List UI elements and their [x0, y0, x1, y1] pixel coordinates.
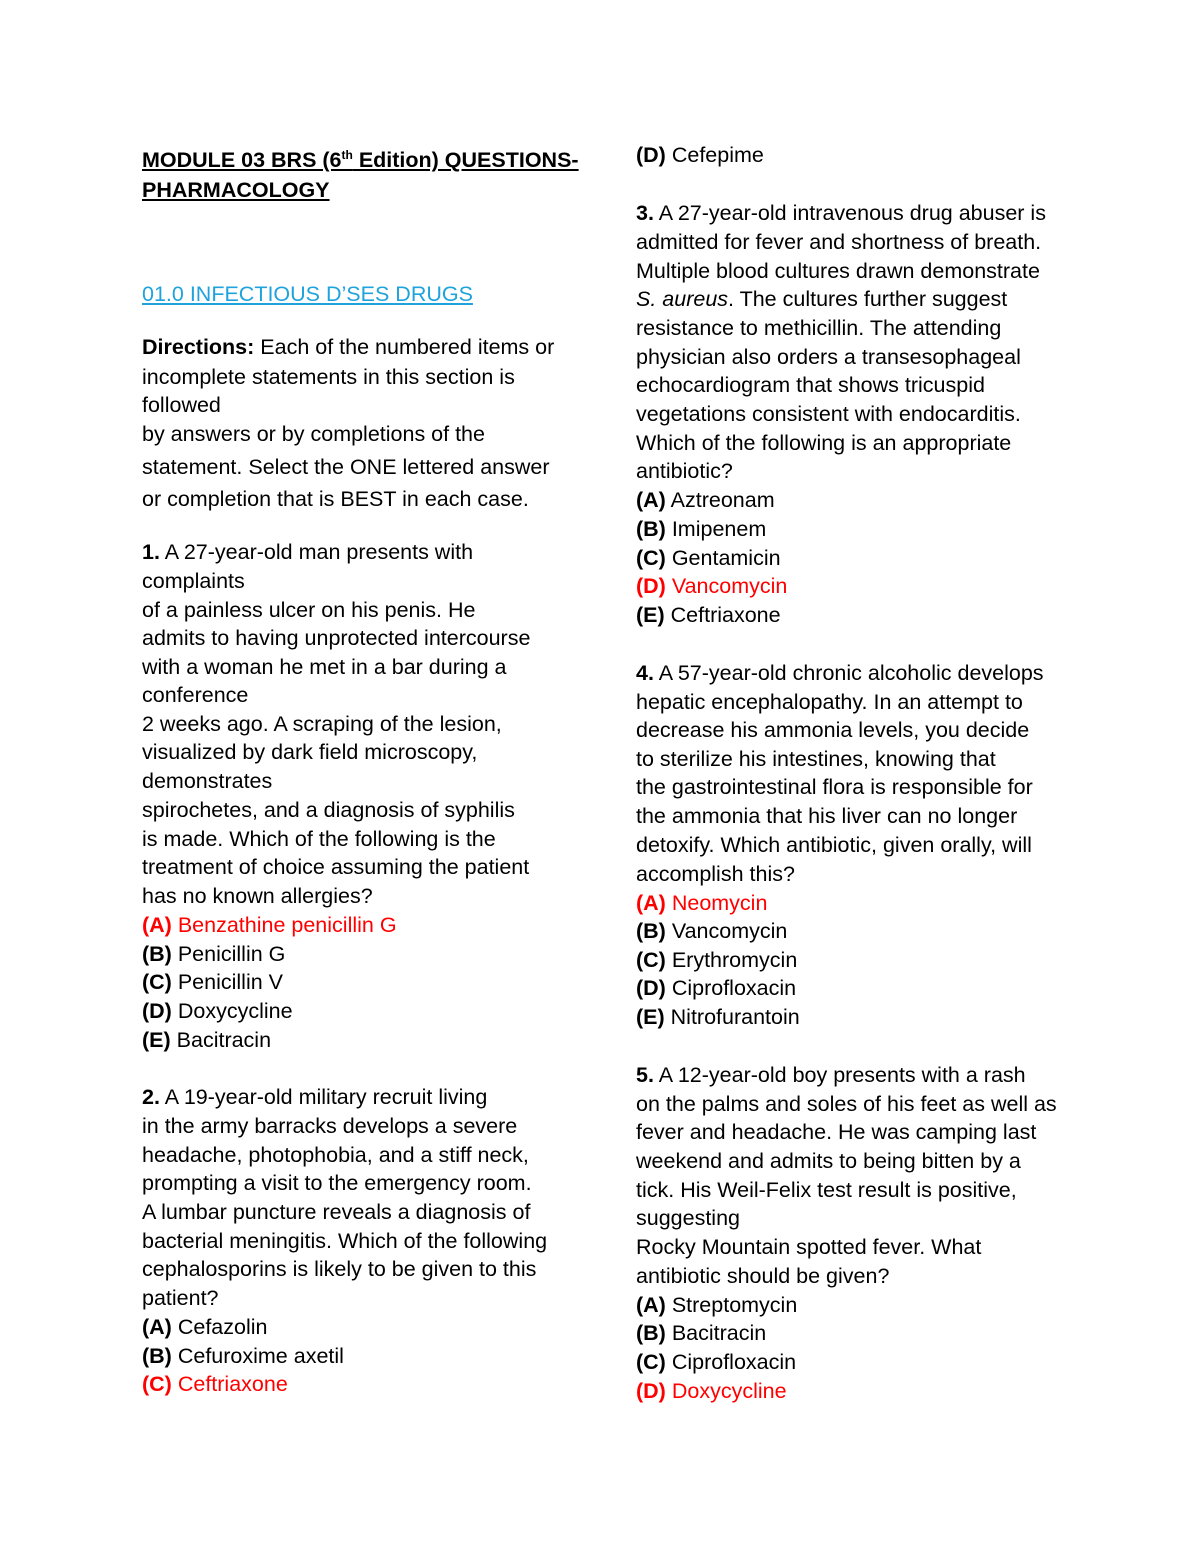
answer-option: (E) Nitrofurantoin [636, 1005, 800, 1029]
question-text-line: 4. A 57-year-old chronic alcoholic develops [636, 661, 1044, 685]
question-text-line: visualized by dark field microscopy, [142, 740, 478, 764]
question-text-line: decrease his ammonia levels, you decide [636, 718, 1030, 742]
document-title-line-1: MODULE 03 BRS (6th Edition) QUESTIONS- [142, 147, 579, 172]
question-text-line: echocardiogram that shows tricuspid [636, 373, 985, 397]
question-text-line: has no known allergies? [142, 884, 373, 908]
question-text-line: is made. Which of the following is the [142, 827, 496, 851]
question-text-line: spirochetes, and a diagnosis of syphilis [142, 798, 515, 822]
answer-option: (A) Aztreonam [636, 488, 775, 512]
question-text-line: hepatic encephalopathy. In an attempt to [636, 690, 1023, 714]
question-text-line: in the army barracks develops a severe [142, 1114, 518, 1138]
question-text-line: demonstrates [142, 769, 273, 793]
answer-option: (A) Streptomycin [636, 1293, 798, 1317]
directions-line: statement. Select the ONE lettered answer [142, 455, 550, 479]
question-text-line: of a painless ulcer on his penis. He [142, 598, 476, 622]
answer-option: (D) Cefepime [636, 143, 764, 167]
question-text-line: Rocky Mountain spotted fever. What [636, 1235, 982, 1259]
question-text-line: fever and headache. He was camping last [636, 1120, 1037, 1144]
question-text-line: resistance to methicillin. The attending [636, 316, 1002, 340]
question-text-line: 2. A 19-year-old military recruit living [142, 1085, 488, 1109]
question-text-line: weekend and admits to being bitten by a [636, 1149, 1021, 1173]
answer-option: (B) Cefuroxime axetil [142, 1344, 344, 1368]
answer-option: (B) Bacitracin [636, 1321, 767, 1345]
question-text-line: Multiple blood cultures drawn demonstrate [636, 259, 1040, 283]
question-text-line: detoxify. Which antibiotic, given orally, will [636, 833, 1032, 857]
answer-option-correct: (C) Ceftriaxone [142, 1372, 288, 1396]
answer-option-correct: (D) Doxycycline [636, 1379, 787, 1403]
answer-option: (B) Penicillin G [142, 942, 286, 966]
question-text-line: 2 weeks ago. A scraping of the lesion, [142, 712, 502, 736]
directions-line: by answers or by completions of the [142, 422, 485, 446]
question-text-line: accomplish this? [636, 862, 795, 886]
question-text-line: the ammonia that his liver can no longer [636, 804, 1018, 828]
directions-line: incomplete statements in this section is [142, 365, 515, 389]
question-text-line: with a woman he met in a bar during a [142, 655, 507, 679]
answer-option-correct: (A) Benzathine penicillin G [142, 913, 397, 937]
question-text-line: vegetations consistent with endocarditis. [636, 402, 1021, 426]
answer-option: (E) Bacitracin [142, 1028, 272, 1052]
question-text-line: 3. A 27-year-old intravenous drug abuser is [636, 201, 1046, 225]
answer-option: (B) Vancomycin [636, 919, 788, 943]
answer-option: (A) Cefazolin [142, 1315, 268, 1339]
question-text-line: A lumbar puncture reveals a diagnosis of [142, 1200, 531, 1224]
question-text-line: 1. A 27-year-old man presents with [142, 540, 474, 564]
question-text-line: to sterilize his intestines, knowing that [636, 747, 996, 771]
section-heading: 01.0 INFECTIOUS D’SES DRUGS [142, 282, 473, 306]
question-text-line: antibiotic? [636, 459, 733, 483]
question-text-line: cephalosporins is likely to be given to this [142, 1257, 537, 1281]
answer-option-correct: (A) Neomycin [636, 891, 768, 915]
answer-option: (C) Erythromycin [636, 948, 798, 972]
question-text-line: S. aureus. The cultures further suggest [636, 287, 1008, 311]
question-text-line: treatment of choice assuming the patient [142, 855, 530, 879]
question-text-line: admitted for fever and shortness of breath. [636, 230, 1042, 254]
question-text-line: headache, photophobia, and a stiff neck, [142, 1143, 529, 1167]
directions-line: followed [142, 393, 221, 417]
question-text-line: complaints [142, 569, 245, 593]
question-text-line: bacterial meningitis. Which of the following [142, 1229, 548, 1253]
answer-option: (C) Penicillin V [142, 970, 283, 994]
document-title-line-2: PHARMACOLOGY [142, 178, 330, 202]
directions-line: Directions: Each of the numbered items or [142, 335, 555, 359]
answer-option: (B) Imipenem [636, 517, 767, 541]
directions-line: or completion that is BEST in each case. [142, 487, 529, 511]
question-text-line: Which of the following is an appropriate [636, 431, 1012, 455]
answer-option: (E) Ceftriaxone [636, 603, 781, 627]
question-text-line: conference [142, 683, 249, 707]
answer-option: (D) Doxycycline [142, 999, 293, 1023]
question-text-line: suggesting [636, 1206, 740, 1230]
question-text-line: tick. His Weil-Felix test result is positive, [636, 1178, 1017, 1202]
question-text-line: on the palms and soles of his feet as well as [636, 1092, 1057, 1116]
answer-option: (C) Ciprofloxacin [636, 1350, 797, 1374]
question-text-line: physician also orders a transesophageal [636, 345, 1021, 369]
question-text-line: the gastrointestinal flora is responsible for [636, 775, 1033, 799]
answer-option: (D) Ciprofloxacin [636, 976, 797, 1000]
question-text-line: patient? [142, 1286, 219, 1310]
question-text-line: antibiotic should be given? [636, 1264, 890, 1288]
question-text-line: 5. A 12-year-old boy presents with a rash [636, 1063, 1026, 1087]
question-text-line: prompting a visit to the emergency room. [142, 1171, 532, 1195]
question-text-line: admits to having unprotected intercourse [142, 626, 531, 650]
answer-option-correct: (D) Vancomycin [636, 574, 788, 598]
answer-option: (C) Gentamicin [636, 546, 781, 570]
